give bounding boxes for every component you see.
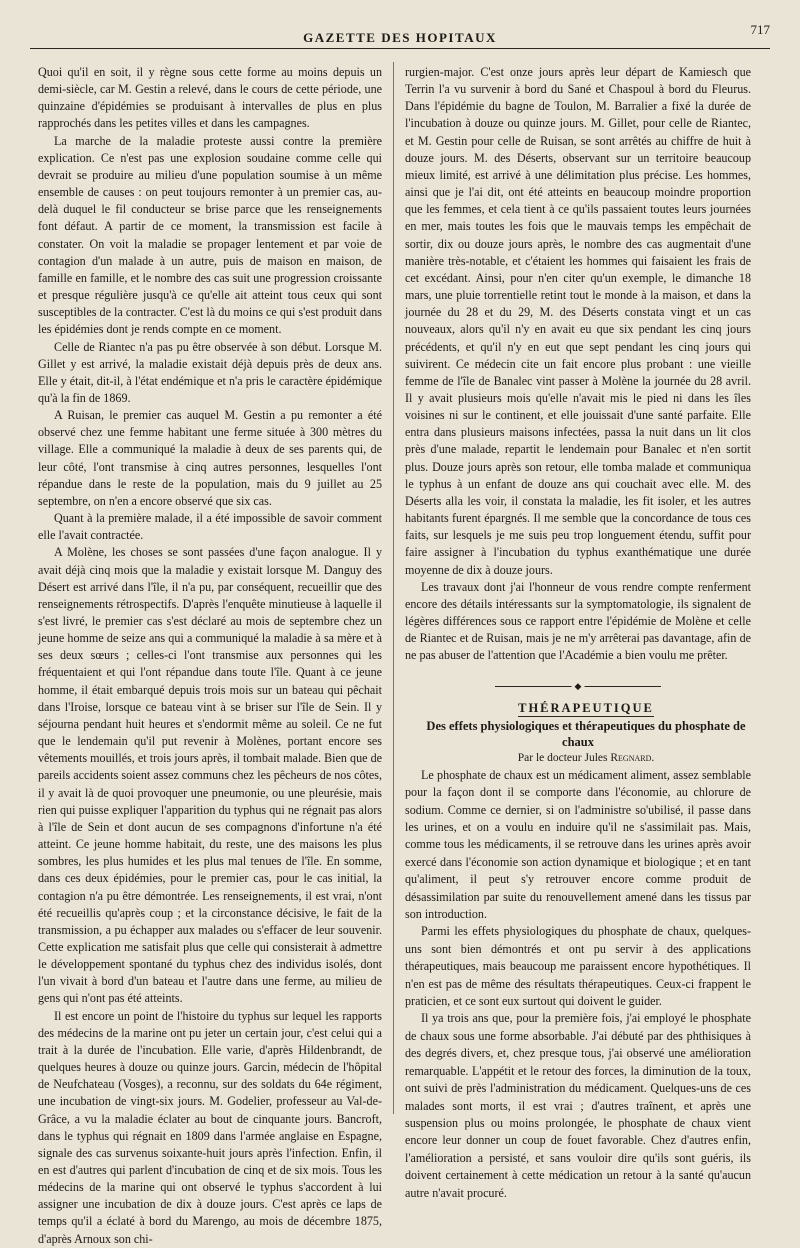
paragraph: A Ruisan, le premier cas auquel M. Gestin a pu remonter a été observé chez une femme habitant une ferme située à 300 mètres du village. Elle a communiqué la maladie à deux de ses parents qui, de leur côté, l'ont transmise à cinq autres personnes, lesquelles l'ont répandue dans le reste de la population, mais du 9 juillet au 25 septembre, on n'en a encore observé que six cas. xyxy=(38,408,382,508)
section-heading xyxy=(405,700,751,717)
column-divider xyxy=(393,62,394,1114)
paragraph: La marche de la maladie proteste aussi contre la première explication. Ce n'est pas une explosion soudaine comme celle qui devrait se produire au milieu d'une population soumise à un même ensemble de causes : on peut toujours remonter à un premier cas, au-delà duquel le fil conducteur se brise parce que les renseignements font défaut. A partir de ce moment, la transmission est facile à constater. On voit la maladie se propager lentement et par voie de contagion d'un malade à un autre, puis de maison en maison, de famille en famille, et le nombre des cas suit une progression croissante et presque régulière jusqu'à ce qu'elle ait atteint tous ceux qui sont susceptibles de la contracter. C'est là du moins ce qui s'est produit dans les épidémies dont je rends compte en ce moment. xyxy=(38,133,382,337)
page-number: 717 xyxy=(750,22,770,37)
paragraph: Il est encore un point de l'histoire du typhus sur lequel les rapports des médecins de la marine ont pu jeter un certain jour, c'est celui qui a trait à la durée de l'incubation. Elle varie, d'après Hildenbrandt, de quelques heures à douze ou quinze jours. Garcin, médecin de l'hôpital de Neufchateau (Vosges), a reconnu, sur des soldats du 64e régiment, une incubation de vingt-six jours. M. Godelier, professeur au Val-de-Grâce, a vu la maladie éclater au bout de cinquante jours. Bancroft, dans le typhus qui régnait en 1809 dans l'armée anglaise en Espagne, signale des cas survenus soixante-huit jours après l'infection. Enfin, il en est d'autres qui parlent d'incubation de cinq et de six mois. Tous les médecins de la marine qui ont observé le typhus s'accordent à lui assigner une incubation de dix à douze jours. C'est après ce laps de temps qu'il a éclaté à bord du Marengo, au mois de décembre 1875, d'après Arnoux son chi- xyxy=(38,1008,382,1246)
gazette-title: GAZETTE DES HOPITAUX xyxy=(303,30,497,45)
paragraph: Quoi qu'il en soit, il y règne sous cette forme au moins depuis un demi-siècle, car M. Gestin a relevé, dans le cours de cette période, une quinzaine d'épidémies se produisant à intervalles de plus en plus rapprochés dans les petites villes et dans les campagnes. xyxy=(38,65,382,131)
right-column xyxy=(405,64,751,1202)
byline-prefix: Par le docteur Jules xyxy=(517,751,608,764)
paragraph: rurgien-major. C'est onze jours après leur départ de Kamiesch que Terrin l'a vu survenir à bord du Sané et Chaspoul à bord du Fleurus. Dans l'épidémie du bagne de Toulon, M. Barralier a fixé la durée de l'incubation à douze ou quinze jours. M. Gillet, pour celle de Riantec, et M. Gestin pour celle de Ruisan, se sont arrêtés au chiffre de huit à douze jours. M. des Déserts, observant sur un territoire beaucoup mieux limité, est arrivé à une délimitation plus précise. Les hommes, ainsi que je l'ai dit, ont été atteints en beaucoup moindre proportion que les femmes, et cela tient à ce qu'ils passaient toutes leurs journées en mer, mais toutes les fois que le mauvais temps les empêchait de sortir, dix ou douze jours après, le nombre des cas augmentait d'une manière très-notable, et c'étaient les hommes qui faisaient les frais de cet excédant. Ainsi, pour n'en citer qu'un exemple, le dimanche 18 mars, une pluie torrentielle retint tout le monde à la maison, et dans la journée du 28 et du 29, M. des Déserts constata vingt et un cas nouveaux, alors qu'il n'y en avait eu que six pendant les cinq jours précédents, et qu'il n'y en eut que sept pendant les cinq jours qui suivirent. Ce médecin cite un fait encore plus probant : une vieille femme de l'île de Banalec vint passer à Molène la journée du 28 avril. Il y avait plusieurs mois qu'elle n'avait mis le pied ni dans les îles voisines ni sur le continent, et elle jouissait d'une santé parfaite. Elle entra dans plusieurs maisons infectées, passa la nuit dans un lit clos près d'une malade, repartit le lendemain pour Banalec et n'en sortit plus. Douze jours après son retour, elle tomba malade et communiqua le typhus à un enfant de douze ans qui couchait avec elle. M. des Déserts alla les voir, il constata la maladie, les fit isoler, et les autres habitants furent épargnés. Il me semble que la concordance de tous ces faits, sur lesquels je me suis peu trop longuement étendu, suffit pour faire assigner à l'incubation du typhus exanthématique une durée moyenne de dix à douze jours. xyxy=(405,65,751,577)
left-column xyxy=(38,64,382,1248)
article-paragraph: Il ya trois ans que, pour la première fois, j'ai employé le phosphate de chaux sous une forme absorbable. J'ai débuté par des phthisiques à des degrés divers, et, chez presque tous, j'ai observé une amélioration remarquable. L'appétit et le retour des forces, la diminution de la toux, ont suivi de près l'administration du médicament. Quelques-uns de ces malades sont morts, il est vrai ; d'autres traînent, et après une suspension plus ou moins prolongée, le phosphate de chaux vient encore leur donner un coup de fouet favorable. Chez d'autres enfin, l'amélioration a persisté, et sans vouloir dire qu'ils sont guéris, ils doivent certainement à cette médication un retour à la santé qu'aucun autre n'avait procuré. xyxy=(405,1011,751,1200)
article-paragraph: Parmi les effets physiologiques du phosphate de chaux, quelques-uns sont bien démontrés et ont pu servir à des applications thérapeutiques, mais beaucoup me paraissent encore hypothétiques. Il n'en est pas de même des résultats thérapeutiques. Ceux-ci frappent le praticien, et ce sont eux surtout qui doivent le guider. xyxy=(405,924,751,1009)
article-byline xyxy=(405,750,751,767)
paragraph: Celle de Riantec n'a pas pu être observée à son début. Lorsque M. Gillet y est arrivé, la maladie existait déjà depuis près de deux ans. Elle y était, dit-il, à l'état endémique et n'a pris le caractère épidémique qu'à la fin de 1869. xyxy=(38,339,382,405)
section-separator xyxy=(405,676,751,696)
page-header xyxy=(30,22,770,49)
paragraph: Quant à la première malade, il a été impossible de savoir comment elle l'avait contractée. xyxy=(38,511,382,543)
paragraph: A Molène, les choses se sont passées d'une façon analogue. Il y avait déjà cinq mois que la maladie y existait lorsque M. Danguy des Désert est arrivé dans l'île, il n'a pu, par conséquent, recueillir que des renseignements rétrospectifs. D'après l'enquête minutieuse à laquelle il s'est livré, le premier cas s'est déclaré au mois de septembre chez un jeune homme de seize ans qui a communiqué la maladie à sa mère et à ses deux sœurs ; celles-ci l'ont transmise aux personnes qui les fréquentaient et qui l'ont répandue dans toute l'île. Quant à ce jeune homme, il était embarqué depuis trois mois sur un bateau qui pêchait dans l'Iroise, lorsque ce bateau vint à se briser sur l'île de Sein. Il y séjourna pendant huit heures et s'endormit même au soleil. Ce ne fut que le lendemain qu'il put revenir à Molènes, portant encore ses vêtements mouillés, et trois jours après, il tombait malade. Bien que de pareils accidents soient assez communs chez les pêcheurs de nos côtes, il y avait là de quoi provoquer une pneumonie, ou une pleurésie, mais rien qui puisse expliquer l'apparition du typhus qui ne régnait pas alors à l'île de Sein et dont aucun de ses compagnons d'infortune n'a été atteint. Ce jeune homme habitait, du reste, une des maisons les plus sombres, les plus humides et les plus mal tenues de l'île. En somme, dans ces deux épidémies, pour le premier cas, pour le cas initial, la contagion n'a pu être démontrée. Les renseignements, il est vrai, n'ont été recueillis qu'après coup ; et la circonstance décisive, le fait de la transmission, a pu échapper aux malades ou s'effacer de leur souvenir. Cette explication me satisfait plus que celle qui consisterait à admettre le développement spontané du typhus chez des individus isolés, dont l'un vivait à bord d'un bateau et l'autre dans une ferme, au milieu de gens qui n'ont pas été atteints. xyxy=(38,545,382,1006)
article-paragraph: Le phosphate de chaux est un médicament aliment, assez semblable pour la façon dont il se comporte dans l'économie, au chlorure de sodium. Comme ce dernier, si on l'administre so'ubilisé, il passe dans les urines, et on a voulu en induire qu'il ne s'assimilait pas. Mais, comme tous les médicaments, il se retrouve dans les urines après avoir exercé dans l'économie son action dynamique et biologique ; et en tant qu'aliment, il peut s'y retrouver encore comme produit de désassimilation par suite du renouvellement amené dans les tissus par son introduction. xyxy=(405,767,751,922)
paragraph: Les travaux dont j'ai l'honneur de vous rendre compte renferment encore des détails intéressants sur la symptomatologie, ils signalent de légères différences sous ce rapport entre l'épidémie de Molène et celle de Riantec et de Ruisan, mais je ne m'y arrêterai pas davantage, afin de ne pas abuser de l'attention que l'Académie a bien voulu me prêter. xyxy=(405,579,751,663)
section-heading-text: THÉRAPEUTIQUE xyxy=(518,701,654,716)
byline-author: Regnard. xyxy=(610,751,655,764)
article-title: Des effets physiologiques et thérapeutiques du phosphate de chaux xyxy=(426,718,746,749)
